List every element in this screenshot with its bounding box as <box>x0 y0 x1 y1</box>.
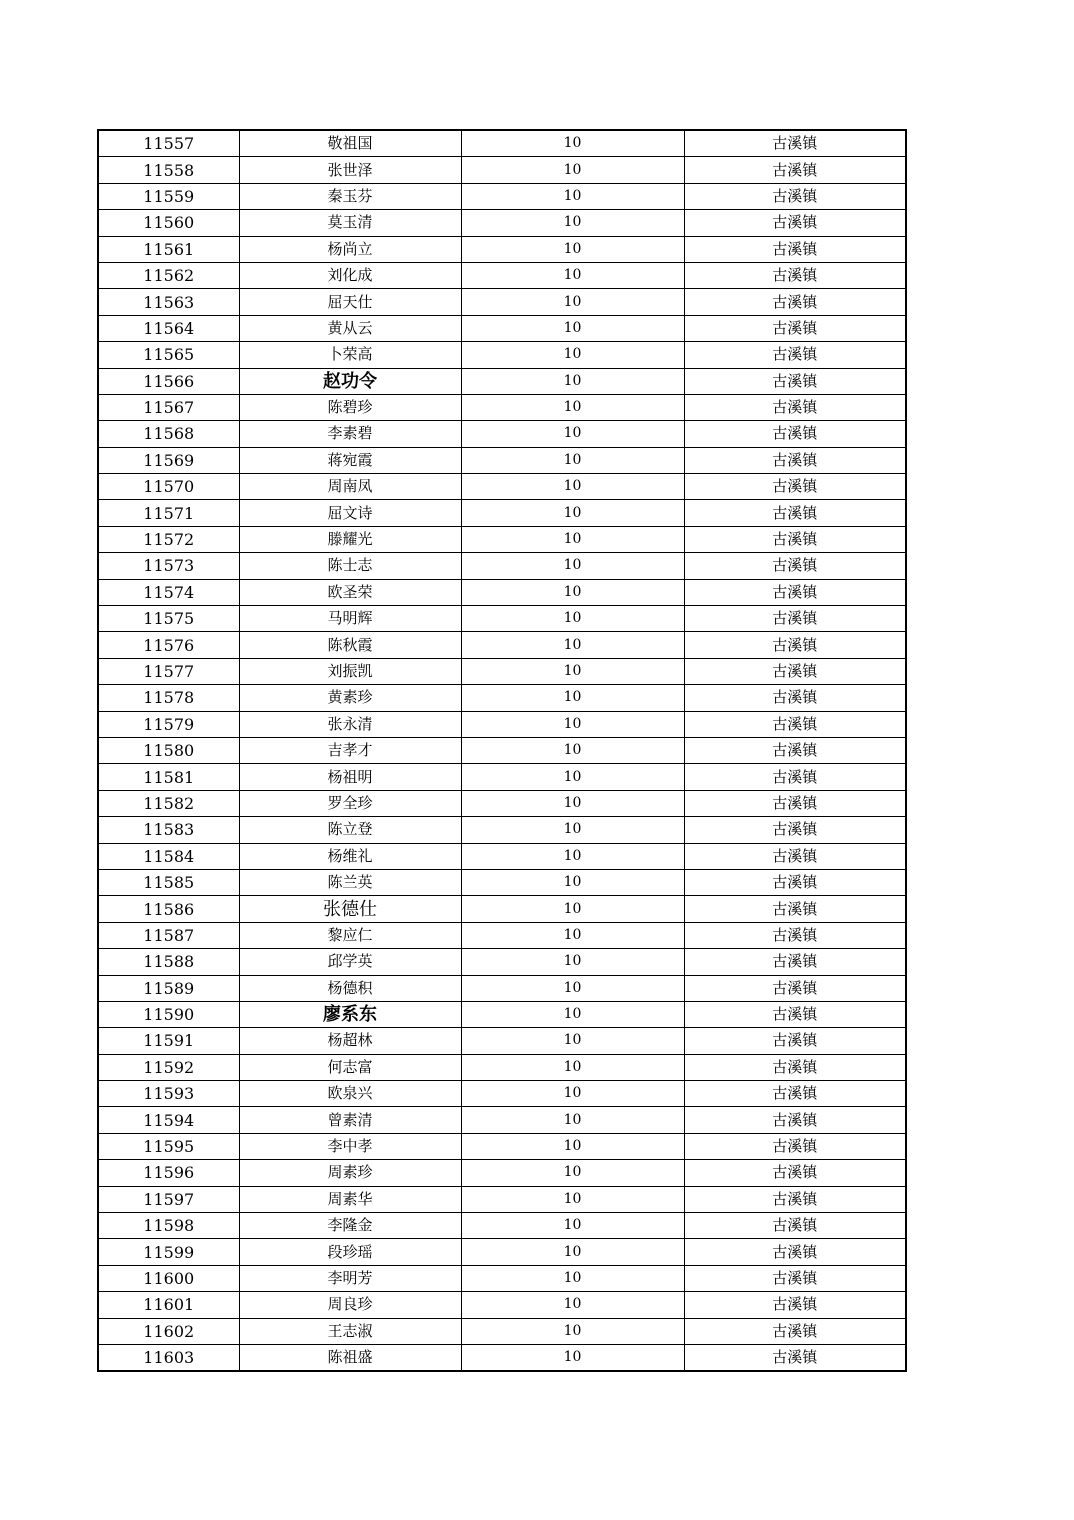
id-cell: 11593 <box>98 1081 239 1107</box>
id-cell: 11581 <box>98 764 239 790</box>
name-cell: 段珍瑶 <box>239 1239 461 1265</box>
name-cell: 陈秋霞 <box>239 632 461 658</box>
name-cell: 陈士志 <box>239 553 461 579</box>
name-cell: 周良珍 <box>239 1292 461 1318</box>
town-cell: 古溪镇 <box>684 1133 906 1159</box>
id-cell: 11577 <box>98 658 239 684</box>
id-cell: 11570 <box>98 474 239 500</box>
id-cell: 11591 <box>98 1028 239 1054</box>
table-row <box>98 711 906 737</box>
roster-table-body <box>98 130 906 1371</box>
table-row <box>98 526 906 552</box>
town-cell: 古溪镇 <box>684 896 906 922</box>
town-cell: 古溪镇 <box>684 447 906 473</box>
name-cell: 李素碧 <box>239 421 461 447</box>
amount-cell: 10 <box>461 236 684 262</box>
id-cell: 11598 <box>98 1213 239 1239</box>
name-cell: 马明辉 <box>239 606 461 632</box>
name-cell: 陈祖盛 <box>239 1344 461 1371</box>
amount-cell: 10 <box>461 949 684 975</box>
amount-cell: 10 <box>461 1081 684 1107</box>
town-cell: 古溪镇 <box>684 711 906 737</box>
town-cell: 古溪镇 <box>684 949 906 975</box>
town-cell: 古溪镇 <box>684 1318 906 1344</box>
id-cell: 11565 <box>98 342 239 368</box>
name-cell: 周素华 <box>239 1186 461 1212</box>
amount-cell: 10 <box>461 975 684 1001</box>
amount-cell: 10 <box>461 817 684 843</box>
id-cell: 11564 <box>98 315 239 341</box>
table-row <box>98 342 906 368</box>
name-cell: 杨祖明 <box>239 764 461 790</box>
id-cell: 11592 <box>98 1054 239 1080</box>
id-cell: 11597 <box>98 1186 239 1212</box>
amount-cell: 10 <box>461 447 684 473</box>
town-cell: 古溪镇 <box>684 262 906 288</box>
name-cell: 屈天仕 <box>239 289 461 315</box>
id-cell: 11575 <box>98 606 239 632</box>
name-cell: 陈兰英 <box>239 869 461 895</box>
table-row <box>98 685 906 711</box>
name-cell: 屈文诗 <box>239 500 461 526</box>
id-cell: 11596 <box>98 1160 239 1186</box>
amount-cell: 10 <box>461 711 684 737</box>
id-cell: 11582 <box>98 790 239 816</box>
id-cell: 11579 <box>98 711 239 737</box>
table-row <box>98 210 906 236</box>
amount-cell: 10 <box>461 157 684 183</box>
town-cell: 古溪镇 <box>684 130 906 157</box>
name-cell: 邱学英 <box>239 949 461 975</box>
id-cell: 11573 <box>98 553 239 579</box>
id-cell: 11586 <box>98 896 239 922</box>
town-cell: 古溪镇 <box>684 764 906 790</box>
amount-cell: 10 <box>461 1001 684 1027</box>
name-cell: 滕耀光 <box>239 526 461 552</box>
table-row <box>98 394 906 420</box>
table-row <box>98 975 906 1001</box>
amount-cell: 10 <box>461 737 684 763</box>
table-row <box>98 421 906 447</box>
town-cell: 古溪镇 <box>684 975 906 1001</box>
amount-cell: 10 <box>461 658 684 684</box>
table-row <box>98 737 906 763</box>
name-cell: 王志淑 <box>239 1318 461 1344</box>
name-cell: 蒋宛霞 <box>239 447 461 473</box>
table-row <box>98 183 906 209</box>
id-cell: 11559 <box>98 183 239 209</box>
amount-cell: 10 <box>461 1107 684 1133</box>
name-cell: 敬祖国 <box>239 130 461 157</box>
amount-cell: 10 <box>461 869 684 895</box>
amount-cell: 10 <box>461 606 684 632</box>
amount-cell: 10 <box>461 1318 684 1344</box>
table-row <box>98 896 906 922</box>
town-cell: 古溪镇 <box>684 1160 906 1186</box>
amount-cell: 10 <box>461 289 684 315</box>
table-row <box>98 1265 906 1291</box>
roster-table <box>97 129 907 1372</box>
town-cell: 古溪镇 <box>684 817 906 843</box>
table-row <box>98 1239 906 1265</box>
table-row <box>98 790 906 816</box>
amount-cell: 10 <box>461 183 684 209</box>
town-cell: 古溪镇 <box>684 658 906 684</box>
town-cell: 古溪镇 <box>684 421 906 447</box>
id-cell: 11595 <box>98 1133 239 1159</box>
amount-cell: 10 <box>461 1028 684 1054</box>
table-row <box>98 553 906 579</box>
id-cell: 11602 <box>98 1318 239 1344</box>
id-cell: 11568 <box>98 421 239 447</box>
id-cell: 11563 <box>98 289 239 315</box>
id-cell: 11588 <box>98 949 239 975</box>
amount-cell: 10 <box>461 368 684 394</box>
name-cell: 李明芳 <box>239 1265 461 1291</box>
id-cell: 11561 <box>98 236 239 262</box>
amount-cell: 10 <box>461 130 684 157</box>
name-cell: 陈立登 <box>239 817 461 843</box>
town-cell: 古溪镇 <box>684 632 906 658</box>
name-cell: 李隆金 <box>239 1213 461 1239</box>
amount-cell: 10 <box>461 579 684 605</box>
town-cell: 古溪镇 <box>684 1239 906 1265</box>
name-cell: 何志富 <box>239 1054 461 1080</box>
town-cell: 古溪镇 <box>684 500 906 526</box>
id-cell: 11576 <box>98 632 239 658</box>
id-cell: 11566 <box>98 368 239 394</box>
id-cell: 11560 <box>98 210 239 236</box>
table-row <box>98 1160 906 1186</box>
amount-cell: 10 <box>461 394 684 420</box>
town-cell: 古溪镇 <box>684 394 906 420</box>
id-cell: 11580 <box>98 737 239 763</box>
table-row <box>98 262 906 288</box>
name-cell: 黄素珍 <box>239 685 461 711</box>
table-row <box>98 658 906 684</box>
table-row <box>98 606 906 632</box>
table-row <box>98 1292 906 1318</box>
town-cell: 古溪镇 <box>684 1344 906 1371</box>
name-cell: 秦玉芬 <box>239 183 461 209</box>
table-row <box>98 157 906 183</box>
id-cell: 11578 <box>98 685 239 711</box>
town-cell: 古溪镇 <box>684 368 906 394</box>
name-cell: 周南凤 <box>239 474 461 500</box>
town-cell: 古溪镇 <box>684 1265 906 1291</box>
amount-cell: 10 <box>461 685 684 711</box>
amount-cell: 10 <box>461 1213 684 1239</box>
table-row <box>98 236 906 262</box>
amount-cell: 10 <box>461 262 684 288</box>
amount-cell: 10 <box>461 790 684 816</box>
id-cell: 11572 <box>98 526 239 552</box>
id-cell: 11590 <box>98 1001 239 1027</box>
amount-cell: 10 <box>461 1239 684 1265</box>
name-cell: 陈碧珍 <box>239 394 461 420</box>
town-cell: 古溪镇 <box>684 579 906 605</box>
town-cell: 古溪镇 <box>684 183 906 209</box>
id-cell: 11557 <box>98 130 239 157</box>
id-cell: 11558 <box>98 157 239 183</box>
table-row <box>98 1107 906 1133</box>
name-cell: 刘振凯 <box>239 658 461 684</box>
table-row <box>98 1186 906 1212</box>
name-cell: 欧圣荣 <box>239 579 461 605</box>
id-cell: 11589 <box>98 975 239 1001</box>
amount-cell: 10 <box>461 843 684 869</box>
table-row <box>98 500 906 526</box>
town-cell: 古溪镇 <box>684 843 906 869</box>
table-row <box>98 315 906 341</box>
town-cell: 古溪镇 <box>684 210 906 236</box>
amount-cell: 10 <box>461 1160 684 1186</box>
table-row <box>98 922 906 948</box>
name-cell: 张永清 <box>239 711 461 737</box>
table-row <box>98 1318 906 1344</box>
name-cell: 周素珍 <box>239 1160 461 1186</box>
table-row <box>98 130 906 157</box>
table-row <box>98 289 906 315</box>
id-cell: 11603 <box>98 1344 239 1371</box>
amount-cell: 10 <box>461 922 684 948</box>
id-cell: 11594 <box>98 1107 239 1133</box>
id-cell: 11567 <box>98 394 239 420</box>
name-cell: 吉孝才 <box>239 737 461 763</box>
amount-cell: 10 <box>461 315 684 341</box>
town-cell: 古溪镇 <box>684 869 906 895</box>
town-cell: 古溪镇 <box>684 737 906 763</box>
amount-cell: 10 <box>461 1054 684 1080</box>
name-cell: 廖系东 <box>239 1001 461 1027</box>
town-cell: 古溪镇 <box>684 236 906 262</box>
amount-cell: 10 <box>461 526 684 552</box>
town-cell: 古溪镇 <box>684 790 906 816</box>
table-row <box>98 1133 906 1159</box>
amount-cell: 10 <box>461 553 684 579</box>
name-cell: 卜荣高 <box>239 342 461 368</box>
name-cell: 李中孝 <box>239 1133 461 1159</box>
name-cell: 杨超林 <box>239 1028 461 1054</box>
amount-cell: 10 <box>461 1292 684 1318</box>
town-cell: 古溪镇 <box>684 1028 906 1054</box>
id-cell: 11585 <box>98 869 239 895</box>
name-cell: 曾素清 <box>239 1107 461 1133</box>
amount-cell: 10 <box>461 500 684 526</box>
table-row <box>98 1081 906 1107</box>
name-cell: 黎应仁 <box>239 922 461 948</box>
amount-cell: 10 <box>461 1186 684 1212</box>
id-cell: 11587 <box>98 922 239 948</box>
name-cell: 欧泉兴 <box>239 1081 461 1107</box>
name-cell: 杨维礼 <box>239 843 461 869</box>
town-cell: 古溪镇 <box>684 1001 906 1027</box>
table-row <box>98 843 906 869</box>
town-cell: 古溪镇 <box>684 685 906 711</box>
town-cell: 古溪镇 <box>684 1213 906 1239</box>
town-cell: 古溪镇 <box>684 526 906 552</box>
table-row <box>98 368 906 394</box>
name-cell: 张德仕 <box>239 896 461 922</box>
name-cell: 张世泽 <box>239 157 461 183</box>
town-cell: 古溪镇 <box>684 315 906 341</box>
town-cell: 古溪镇 <box>684 342 906 368</box>
table-row <box>98 764 906 790</box>
id-cell: 11562 <box>98 262 239 288</box>
amount-cell: 10 <box>461 764 684 790</box>
amount-cell: 10 <box>461 342 684 368</box>
table-row <box>98 1028 906 1054</box>
name-cell: 赵功令 <box>239 368 461 394</box>
table-row <box>98 817 906 843</box>
name-cell: 杨德积 <box>239 975 461 1001</box>
name-cell: 罗全珍 <box>239 790 461 816</box>
id-cell: 11584 <box>98 843 239 869</box>
town-cell: 古溪镇 <box>684 922 906 948</box>
amount-cell: 10 <box>461 1133 684 1159</box>
id-cell: 11583 <box>98 817 239 843</box>
id-cell: 11601 <box>98 1292 239 1318</box>
table-row <box>98 1054 906 1080</box>
name-cell: 莫玉清 <box>239 210 461 236</box>
table-row <box>98 447 906 473</box>
table-row <box>98 869 906 895</box>
town-cell: 古溪镇 <box>684 553 906 579</box>
town-cell: 古溪镇 <box>684 1081 906 1107</box>
table-row <box>98 632 906 658</box>
amount-cell: 10 <box>461 632 684 658</box>
amount-cell: 10 <box>461 474 684 500</box>
town-cell: 古溪镇 <box>684 1292 906 1318</box>
amount-cell: 10 <box>461 1265 684 1291</box>
amount-cell: 10 <box>461 1344 684 1371</box>
table-row <box>98 1344 906 1371</box>
table-row <box>98 949 906 975</box>
table-row <box>98 579 906 605</box>
amount-cell: 10 <box>461 896 684 922</box>
id-cell: 11599 <box>98 1239 239 1265</box>
table-row <box>98 1213 906 1239</box>
amount-cell: 10 <box>461 421 684 447</box>
id-cell: 11569 <box>98 447 239 473</box>
id-cell: 11571 <box>98 500 239 526</box>
town-cell: 古溪镇 <box>684 1186 906 1212</box>
id-cell: 11574 <box>98 579 239 605</box>
town-cell: 古溪镇 <box>684 606 906 632</box>
table-row <box>98 474 906 500</box>
name-cell: 杨尚立 <box>239 236 461 262</box>
town-cell: 古溪镇 <box>684 1054 906 1080</box>
town-cell: 古溪镇 <box>684 289 906 315</box>
table-row <box>98 1001 906 1027</box>
town-cell: 古溪镇 <box>684 157 906 183</box>
town-cell: 古溪镇 <box>684 1107 906 1133</box>
name-cell: 黄从云 <box>239 315 461 341</box>
name-cell: 刘化成 <box>239 262 461 288</box>
id-cell: 11600 <box>98 1265 239 1291</box>
amount-cell: 10 <box>461 210 684 236</box>
town-cell: 古溪镇 <box>684 474 906 500</box>
